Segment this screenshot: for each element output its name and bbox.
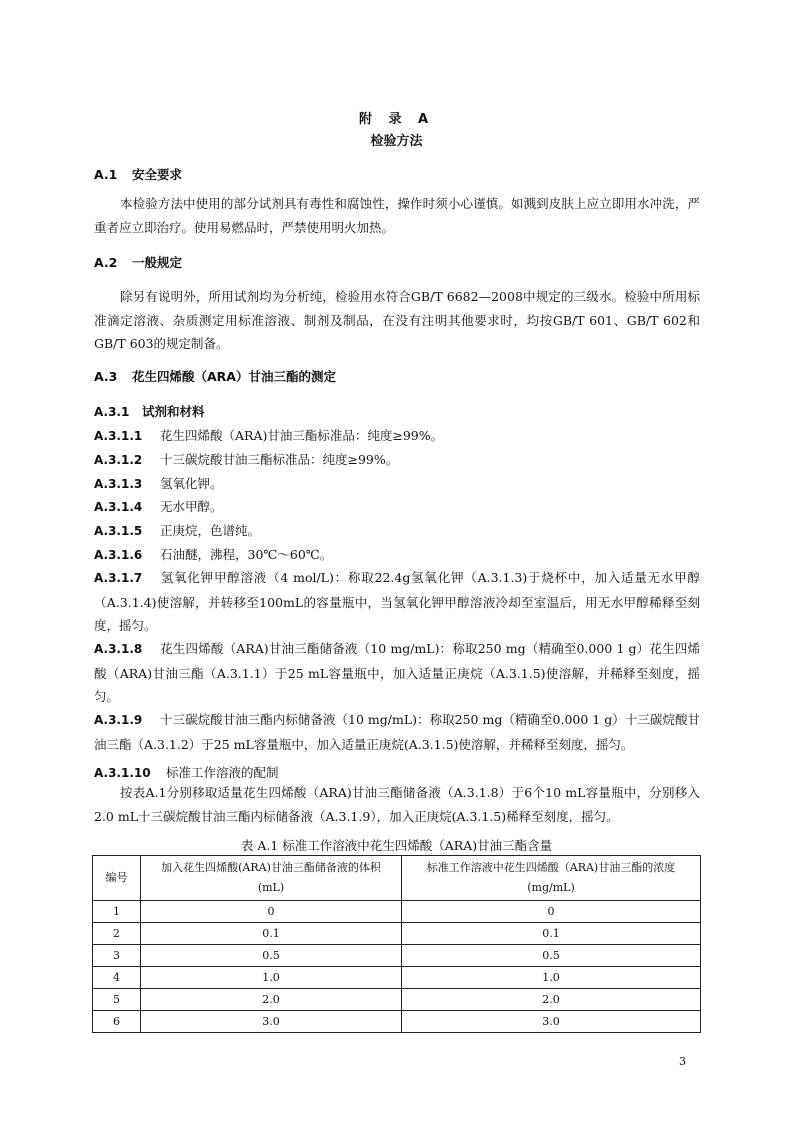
paragraph-standard-preparation: 按表A.1分别移取适量花生四烯酸（ARA)甘油三酯储备液（A.3.1.8）于6个10 mL容量瓶中，分别移入2.0 mL十三碳烷酸甘油三酯内标储备液（A.3.1.9），加入正庚烷(A.3.1.5)稀释至刻度，摇匀。 [94,785,700,824]
list-item [94,474,223,492]
item-number: A.3.1.10 [94,766,151,780]
section-title: 花生四烯酸（ARA）甘油三酯的测定 [132,369,336,384]
table-row [93,945,701,967]
subsection-number: A.3.1 [94,405,130,419]
subsection-title: 试剂和材料 [142,404,205,419]
item-text: 标准工作溶液的配制 [166,765,279,780]
table-cell: 2.0 [402,989,701,1011]
table-header-row [93,856,701,901]
paragraph-safety: 本检验方法中使用的部分试剂具有毒性和腐蚀性，操作时须小心谨慎。如溅到皮肤上应立即用水冲洗，严重者应立即治疗。使用易燃品时，严禁使用明火加热。 [94,196,700,235]
item-text: 氢氧化钾甲醇溶液（4 mol/L)：称取22.4g氢氧化钾（A.3.1.3)于烧杯中，加入适量无水甲醇（A.3.1.4)使溶解，并转移至100mL的容量瓶中，当氢氧化钾甲醇溶液冷却至室温后，用无水甲醇稀释至刻度，摇匀。 [94,570,700,633]
table-row [93,923,701,945]
paragraph-general-rules: 除另有说明外，所用试剂均为分析纯，检验用水符合GB/T 6682—2008中规定的三级水。检验中所用标准滴定溶液、杂质测定用标准溶液、制剂及制品，在没有注明其他要求时，均按GB/T 601、GB/T 602和GB/T 603的规定制备。 [94,289,700,351]
section-heading-a1 [94,165,182,183]
section-heading-a2 [94,253,182,271]
table-cell: 0.1 [141,923,402,945]
section-number: A.2 [94,255,118,270]
item-text: 无水甲醇。 [160,499,223,514]
table-cell: 2 [93,923,141,945]
list-item [94,497,223,515]
item-text: 十三碳烷酸甘油三酯内标储备液（10 mg/mL)：称取250 mg（精确至0.000 1 g）十三碳烷酸甘油三酯（A.3.1.2）于25 mL容量瓶中，加入适量正庚烷(A.3.1.5)使溶解，并稀释至刻度，摇匀。 [94,712,700,752]
table-row [93,967,701,989]
table-row [93,989,701,1011]
table-cell: 0.1 [402,923,701,945]
page-number: 3 [679,1055,686,1068]
list-item [94,426,443,444]
section-title: 安全要求 [132,167,183,182]
list-item [94,637,700,709]
section-number: A.1 [94,167,118,182]
appendix-title: 检验方法 [370,134,423,149]
item-text: 石油醚，沸程，30℃～60℃。 [160,547,333,562]
table-row [93,901,701,923]
table-cell: 3.0 [141,1011,402,1033]
item-number: A.3.1.9 [94,713,143,727]
table-cell: 1.0 [141,967,402,989]
item-number: A.3.1.5 [94,524,143,538]
table-cell: 2.0 [141,989,402,1011]
table-cell: 0 [402,901,701,923]
item-text: 正庚烷，色谱纯。 [160,523,261,538]
item-text: 花生四烯酸（ARA)甘油三酯储备液（10 mg/mL)：称取250 mg（精确至0.000 1 g）花生四烯酸（ARA)甘油三酯（A.3.1.1）于25 mL容量瓶中，加入适量正庚烷（A.3.1.5)使溶解，并稀释至刻度，摇匀。 [94,641,700,704]
item-text: 十三碳烷酸甘油三酯标准品：纯度≥99%。 [160,452,399,467]
appendix-label: 附 录 A [358,112,435,127]
table-cell: 1 [93,901,141,923]
subsection-heading-a31 [94,402,205,420]
item-number: A.3.1.1 [94,429,143,443]
table-cell: 0.5 [402,945,701,967]
item-text: 氢氧化钾。 [160,476,223,491]
header-text: 标准工作溶液中花生四烯酸（ARA)甘油三酯的浓度 [426,861,676,874]
item-number: A.3.1.6 [94,548,143,562]
header-text: 加入花生四烯酸(ARA)甘油三酯储备液的体积 [161,861,381,874]
list-item [94,521,260,539]
list-item [94,450,398,468]
section-number: A.3 [94,369,118,384]
header-cell-volume [141,856,402,901]
item-number: A.3.1.2 [94,453,143,467]
list-item [94,763,279,781]
table-cell: 3 [93,945,141,967]
list-item [94,545,332,563]
table-cell: 4 [93,967,141,989]
header-cell-number: 编号 [93,856,141,901]
table-cell: 5 [93,989,141,1011]
data-table [92,855,701,1033]
item-number: A.3.1.4 [94,500,143,514]
header-unit: (mg/mL) [527,881,575,894]
table-cell: 0.5 [141,945,402,967]
item-number: A.3.1.3 [94,477,143,491]
list-item [94,708,700,756]
table-cell: 3.0 [402,1011,701,1033]
header-cell-concentration [402,856,701,901]
table-cell: 6 [93,1011,141,1033]
section-title: 一般规定 [132,255,183,270]
header-unit: (mL) [257,881,285,894]
item-number: A.3.1.8 [94,642,143,656]
item-text: 花生四烯酸（ARA)甘油三酯标准品：纯度≥99%。 [160,428,444,443]
table-cell: 1.0 [402,967,701,989]
list-item [94,566,700,638]
table-cell: 0 [141,901,402,923]
table-caption: 表 A.1 标准工作溶液中花生四烯酸（ARA)甘油三酯含量 [240,838,553,853]
item-number: A.3.1.7 [94,571,143,585]
section-heading-a3 [94,367,336,385]
table-row [93,1011,701,1033]
